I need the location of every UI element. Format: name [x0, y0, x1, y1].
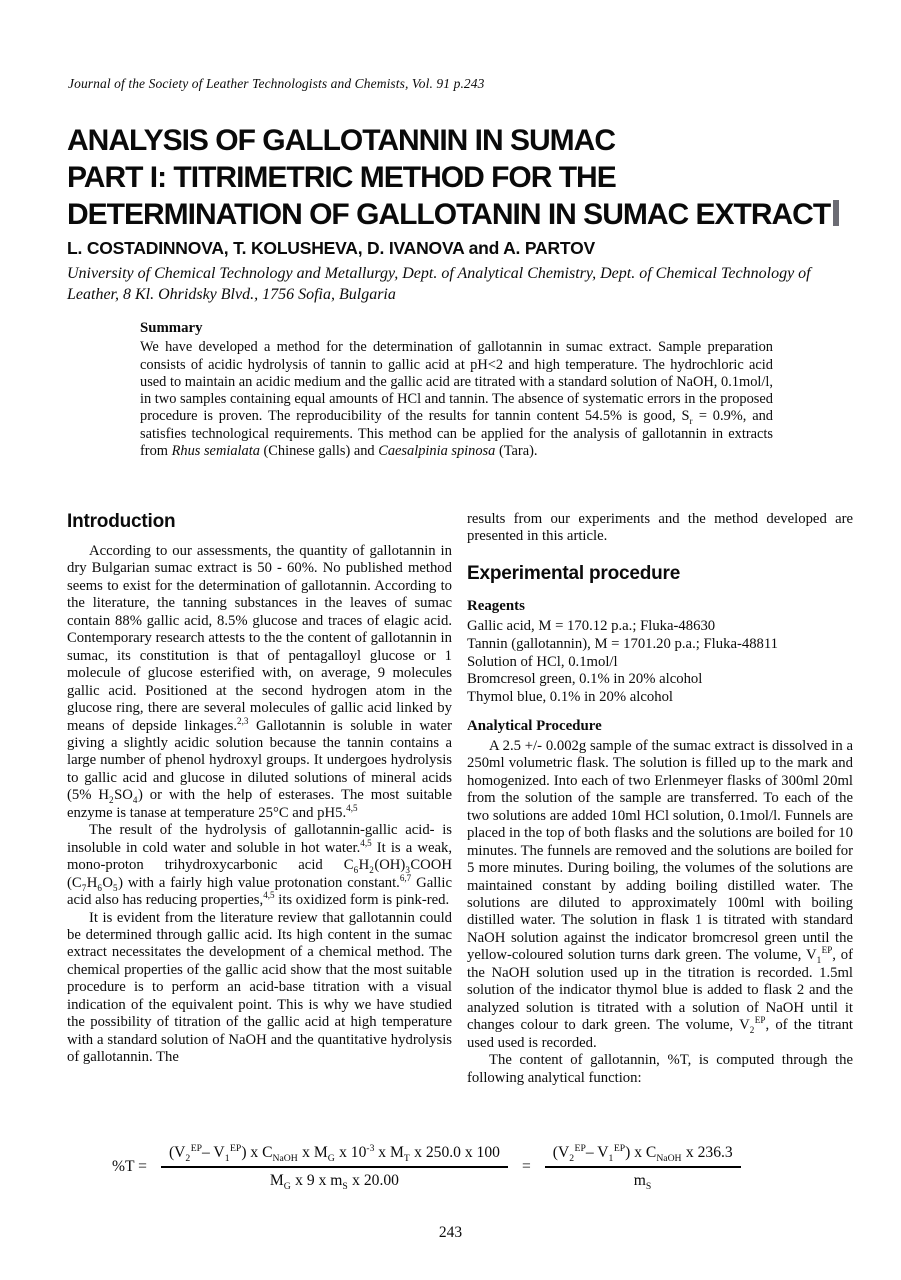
- paper-title: [67, 122, 839, 233]
- formula-lhs: %T =: [112, 1158, 147, 1175]
- journal-header: Journal of the Society of Leather Technologists and Chemists, Vol. 91 p.243: [68, 76, 485, 91]
- formula-equals-sign: =: [521, 1158, 531, 1175]
- formula-fraction-2: [545, 1142, 741, 1193]
- paper-title-line-1: ANALYSIS OF GALLOTANNIN IN SUMAC: [67, 124, 616, 157]
- reagent-thymol-blue: Thymol blue, 0.1% in 20% alcohol: [467, 689, 673, 706]
- introduction-paragraph-1: According to our assessments, the quantity of gallotannin in dry Bulgarian sumac extract is 50 - 60%. No published method seems to exist for the determination of gallotannin. According to the literature, the tanning substances in the leaves of sumac contain 88% gallic acid, 8.5% glucose and traces of elagic acid. Contemporary research attests to the the content of gallotannin in sumac, its constitution is that of pentagalloyl glucose or 1 molecule of glucose esterified with, on average, 9 molecules gallic acid. Positioned at the second hydrogen atom in the glucose ring, there are several molecules of gallic acid linked by means of depside linkages.$^{2,3}$ Gallotannin is soluble in water giving a slightly acidic solution because the tannin contains a large number of phenol hydroxyl groups. It undergoes hydrolysis to gallic acid and glucose in diluted solutions of mineral acids (5% $H_2SO_4$) or with the help of esterases. The most suitable enzyme is tanase at temperature 25°C and pH5.$^{4,5}$: [67, 543, 453, 821]
- title-cutoff-glyph: [833, 200, 839, 226]
- formula-fraction-1-numerator: ($V_2^{EP}-$ $V_1^{EP}$) x $C_{NaOH}$ x $M_G$ x $10^{-3}$ x $M_T$ x 250.0 x 100: [161, 1144, 508, 1168]
- introduction-paragraph-2: The result of the hydrolysis of gallotannin-gallic acid- is insoluble in cold water and soluble in hot water.$^{4,5}$ It is a weak, mono-proton trihydroxycarbonic acid $C_6H_2(OH)_3COOH$ $(C_7H_6O_5)$ with a fairly high value protonation constant.$^{6,7}$ Gallic acid also has reducing properties,$^{4,5}$ its oxidized form is pink-red.: [67, 822, 452, 909]
- summary-body: We have developed a method for the determination of gallotannin in sumac extract. Sample preparation consists of acidic hydrolysis of tannin to gallic acid at pH<2 and high temperature. The hydrochloric acid used to maintain an acidic medium and the gallic acid are titrated with a standard solution of NaOH, 0.1mol/l, in two samples containing equal amounts of HCl and tannin. The absence of systematic errors in the proposed procedure is proven. The reproducibility of the results for tannin content 54.5% is good, $S_r = 0.9\%$, and satisfies technological requirements. This method can be applied for the analysis of gallotannin in extracts from Rhus semialata (Chinese galls) and Caesalpinia spinosa (Tara).: [140, 339, 773, 460]
- analytical-paragraph-2: The content of gallotannin, %T, is computed through the following analytical function:: [467, 1052, 853, 1086]
- paper-title-line-3: [67, 196, 839, 233]
- summary-block: [140, 320, 773, 460]
- gallotannin-content-formula: [112, 1142, 741, 1193]
- experimental-procedure-heading: Experimental procedure: [467, 562, 681, 584]
- reagent-gallic-acid: Gallic acid, M = 170.12 p.a.; Fluka-48630: [467, 617, 716, 634]
- reagent-bromcresol-green: Bromcresol green, 0.1% in 20% alcohol: [467, 671, 703, 688]
- paper-title-line-3-text: DETERMINATION OF GALLOTANIN IN SUMAC EXTRACT: [67, 198, 831, 231]
- reagent-tannin: Tannin (gallotannin), M = 1701.20 p.a.; Fluka-48811: [467, 635, 779, 652]
- reagent-hcl: Solution of HCl, 0.1mol/l: [467, 653, 618, 670]
- introduction-heading: Introduction: [67, 511, 176, 532]
- summary-heading: Summary: [140, 320, 203, 336]
- right-column: [467, 511, 853, 1087]
- intro-continuation: results from our experiments and the method developed are presented in this article.: [467, 511, 853, 545]
- formula-fraction-1-denominator: $M_G$ x 9 x $m_S$ x 20.00: [269, 1172, 399, 1193]
- reagents-heading: Reagents: [467, 597, 525, 614]
- introduction-paragraph-3: It is evident from the literature review that gallotannin could be determined through gallic acid. Its high content in the sumac extract necessitates the development of a chemical method. The chemical properties of the gallic acid show that the most suitable procedure is to perform an acid-base titration with a visual indication of the equivalent point. This is why we have studied the possibility of titration of the gallic acid at high temperature with a standard solution of NaOH and the quantitative hydrolysis of gallotannin. The: [67, 909, 452, 1066]
- authors-line: L. COSTADINNOVA, T. KOLUSHEVA, D. IVANOVA and A. PARTOV: [67, 238, 595, 258]
- page-number: 243: [438, 1224, 463, 1241]
- analytical-procedure-heading: Analytical Procedure: [467, 717, 602, 734]
- affiliation: University of Chemical Technology and Metallurgy, Dept. of Analytical Chemistry, Dept. of Chemical Technology of Leather, 8 Kl. Ohridsky Blvd., 1756 Sofia, Bulgaria: [67, 265, 811, 303]
- paper-title-line-2: PART I: TITRIMETRIC METHOD FOR THE: [67, 161, 616, 194]
- analytical-paragraph-1: A 2.5 +/- 0.002g sample of the sumac extract is dissolved in a 250ml volumetric flask. The solution is filled up to the mark and homogenized. Into each of two Erlenmeyer flasks of 300ml 20ml from the solution of the sample are transferred. To each of the two solutions are added 10ml HCl solution, 0.1mol/l. Funnels are placed in the top of both flasks and the solutions are boiled for 10 minutes. The funnels are removed and the solutions are boiled for 5 more minutes. During boiling, the volumes of the solutions are maintained constant by adding boiling distilled water. The solutions are diluted to approximately 100ml with boiling distilled water. The solution in flask 1 is titrated with standard NaOH solution against the indicator bromcresol green until the yellow-coloured solution turns dark green. The volume, $V_1^{EP}$, of the NaOH solution used up in the titration is recorded. 1.5ml solution of the indicator thymol blue is added to flask 2 and the analyzed solution is titrated with a solution of NaOH until it changes colour to dark green. The volume, $V_2^{EP}$, of the titrant used used is recorded.: [467, 737, 853, 1051]
- formula-fraction-1: [161, 1142, 508, 1193]
- left-column: [67, 511, 452, 1067]
- formula-fraction-2-numerator: ($V_2^{EP}-$ $V_1^{EP}$) x $C_{NaOH}$ x 236.3: [545, 1144, 741, 1168]
- formula-fraction-2-denominator: $m_S$: [633, 1172, 652, 1193]
